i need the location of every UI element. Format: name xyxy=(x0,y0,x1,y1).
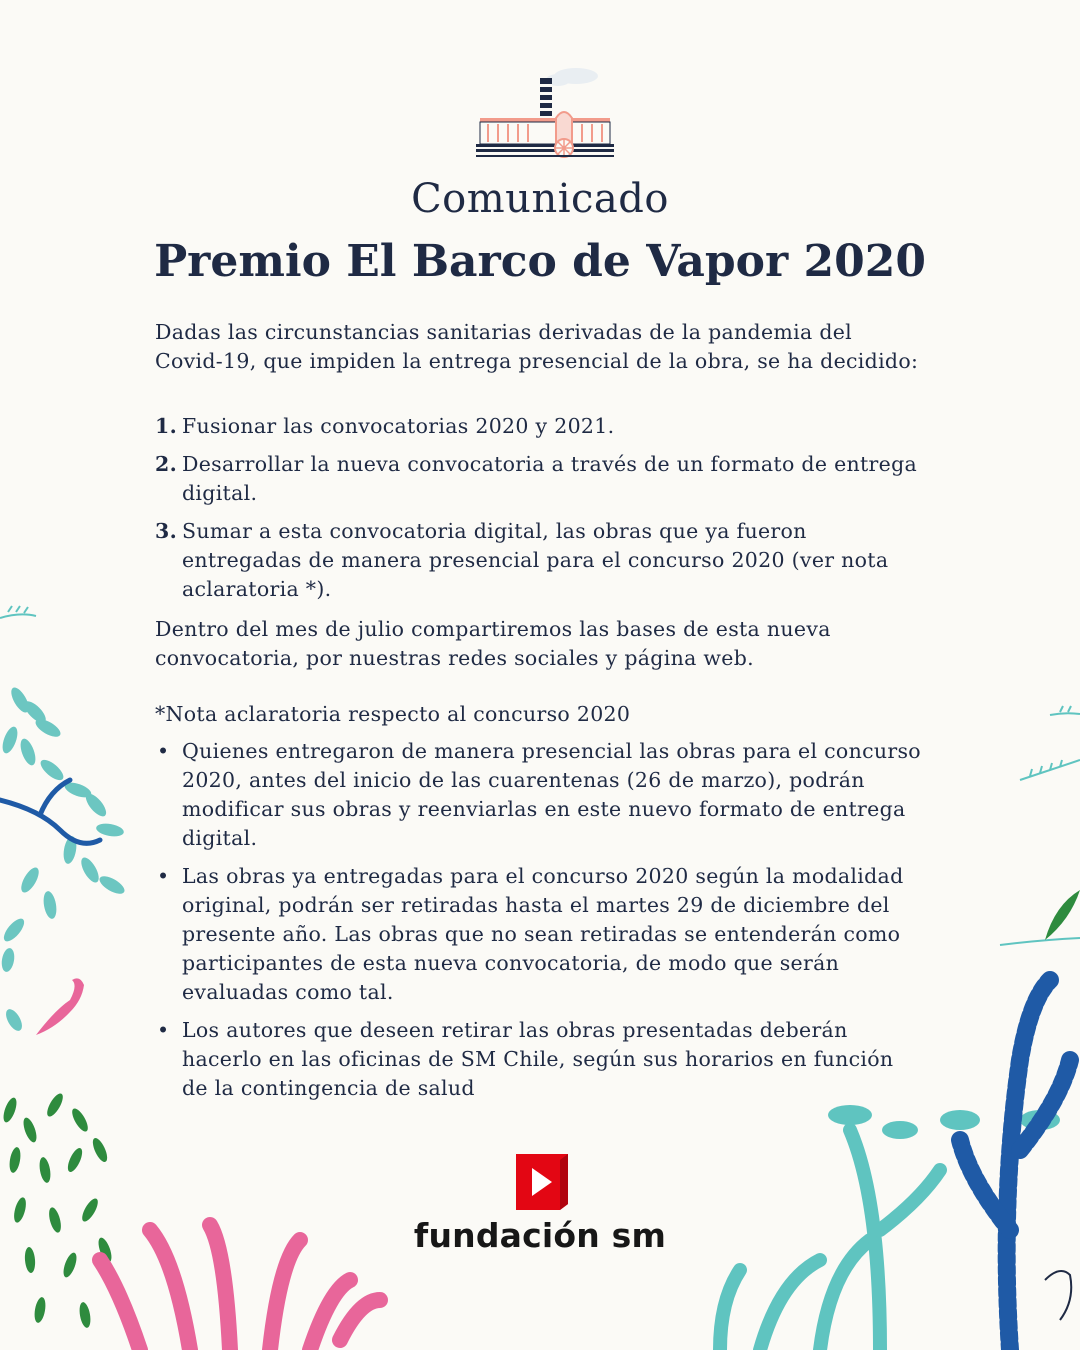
page-title: Comunicado xyxy=(411,176,669,222)
intro-paragraph: Dadas las circunstancias sanitarias derivadas de la pandemia del Covid-19, que impiden la entrega presencial de la obra, se ha decidido: xyxy=(155,320,919,373)
page-subtitle: Premio El Barco de Vapor 2020 xyxy=(154,236,926,287)
list-number: 2. xyxy=(155,452,178,476)
list-number: 1. xyxy=(155,414,178,438)
bullet-icon: • xyxy=(157,864,170,888)
list-item-text: Quienes entregaron de manera presencial las obras para el concurso 2020, antes del inicio de las cuarentenas (26 de marzo), podrán modificar sus obras y reenviarlas en este nuevo formato de entrega digital. xyxy=(182,739,921,850)
list-item-text: Los autores que deseen retirar las obras presentadas deberán hacerlo en las oficinas de SM Chile, según sus horarios en función de la contingencia de salud xyxy=(182,1018,894,1100)
note-list xyxy=(155,737,925,1112)
list-item xyxy=(155,412,925,441)
bullet-icon: • xyxy=(157,1018,170,1042)
steamboat-icon xyxy=(472,68,618,164)
list-item xyxy=(155,450,925,508)
list-item-text: Las obras ya entregadas para el concurso 2020 según la modalidad original, podrán ser retiradas hasta el martes 29 de diciembre del presente año. Las obras que no sean retiradas se entenderán como participantes de esta nueva convocatoria, de modo que serán evaluadas como tal. xyxy=(182,864,904,1004)
decision-list xyxy=(155,412,925,613)
closing-paragraph: Dentro del mes de julio compartiremos las bases de esta nueva convocatoria, por nuestras redes sociales y página web. xyxy=(155,617,831,670)
logo-wordmark: fundación sm xyxy=(413,1216,667,1255)
list-item xyxy=(155,517,925,604)
list-item-text: Sumar a esta convocatoria digital, las obras que ya fueron entregadas de manera presencial para el concurso 2020 (ver nota aclaratoria *). xyxy=(182,519,889,601)
note-heading: *Nota aclaratoria respecto al concurso 2020 xyxy=(155,702,631,726)
list-item-text: Fusionar las convocatorias 2020 y 2021. xyxy=(182,414,615,438)
list-item xyxy=(155,1016,925,1103)
list-item-text: Desarrollar la nueva convocatoria a través de un formato de entrega digital. xyxy=(182,452,918,505)
list-item xyxy=(155,862,925,1007)
fundacion-sm-logo xyxy=(0,1150,1080,1260)
list-number: 3. xyxy=(155,519,178,543)
bullet-icon: • xyxy=(157,739,170,763)
list-item xyxy=(155,737,925,853)
play-logo-icon xyxy=(510,1150,572,1212)
